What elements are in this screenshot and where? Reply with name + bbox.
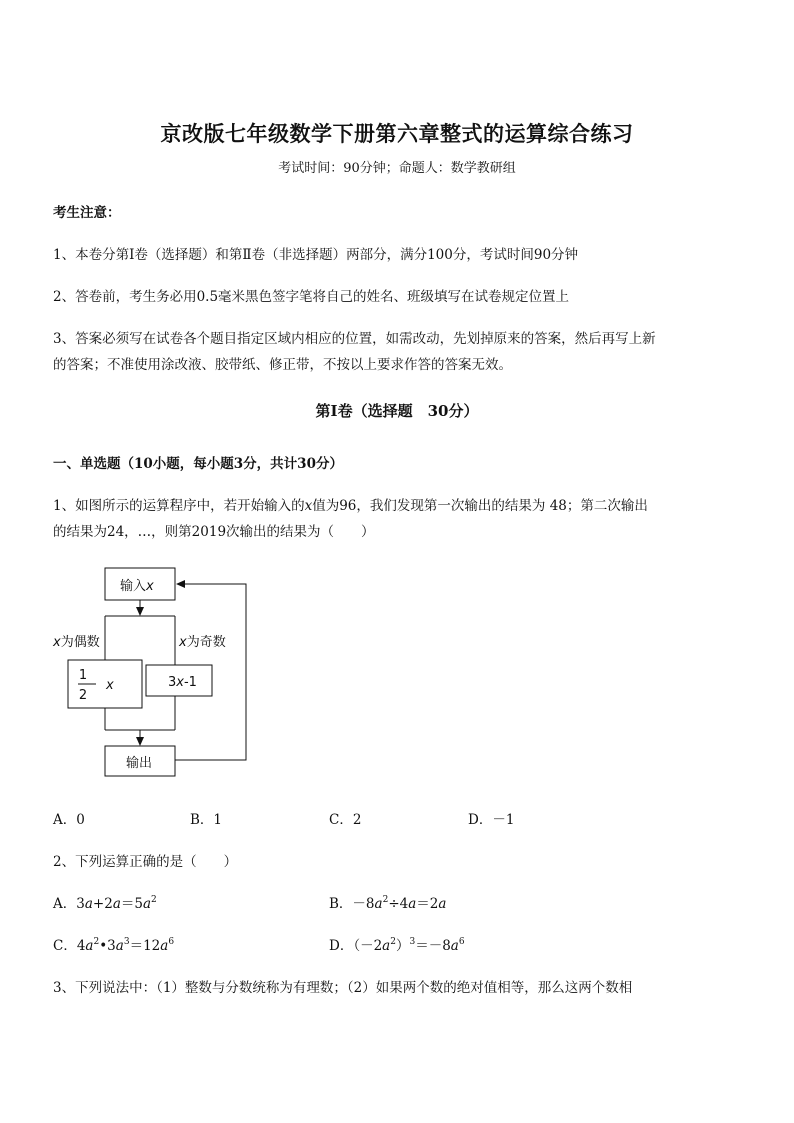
question-1-line-1: 1、如图所示的运算程序中，若开始输入的x值为96，我们发现第一次输出的结果为 48；第二次输出 [53, 498, 648, 514]
output-label: 输出 [126, 756, 153, 771]
q2-option-d[interactable]: D．$(-2a^2)^3=-8a^6$ [329, 937, 465, 954]
notice-heading: 考生注意： [53, 205, 121, 221]
page-title: 京改版七年级数学下册第六章整式的运算综合练习 [160, 121, 634, 146]
half-numerator: 1 [78, 668, 88, 683]
notice-item: 2、答卷前，考生务必用0.5毫米黑色签字笔将自己的姓名、班级填写在试卷规定位置上 [53, 289, 570, 305]
input-label: 输入x [120, 579, 154, 594]
triple-label: 3x-1 [168, 675, 197, 690]
option-a[interactable]: A．0 [53, 812, 85, 828]
question-3-stem: 3、下列说法中：（1）整数与分数统称为有理数；（2）如果两个数的绝对值相等，那么这两个数相 [53, 980, 633, 996]
notice-item: 1、本卷分第Ⅰ卷（选择题）和第Ⅱ卷（非选择题）两部分，满分100分，考试时间90分钟 [53, 247, 579, 263]
arrow-head [176, 580, 185, 588]
half-var: x [106, 678, 114, 693]
arrow-head [136, 737, 144, 746]
notice-item: 的答案；不准使用涂改液、胶带纸、修正带，不按以上要求作答的答案无效。 [53, 357, 512, 373]
option-d[interactable]: D．－1 [468, 812, 515, 828]
half-denominator: 2 [78, 688, 88, 703]
question-2-stem: 2、下列运算正确的是（ ） [53, 854, 238, 870]
odd-label: x为奇数 [179, 635, 226, 650]
section-heading: 一、单选题（10小题，每小题3分，共计30分） [53, 456, 343, 472]
option-c[interactable]: C．2 [329, 812, 362, 828]
exam-info: 考试时间：90分钟；命题人：数学教研组 [278, 161, 516, 176]
notice-item: 3、答案必须写在试卷各个题目指定区域内相应的位置，如需改动，先划掉原来的答案，然后再写上新 [53, 331, 656, 347]
even-label: x为偶数 [53, 635, 100, 650]
q2-option-a[interactable]: A．$3a+2a=5a^2$ [53, 895, 157, 912]
arrow-head [136, 607, 144, 616]
q2-option-b[interactable]: B．$-8a^2\div 4a=2a$ [329, 895, 447, 912]
part-title: 第Ⅰ卷（选择题 30分） [315, 402, 479, 420]
question-1-line-2: 的结果为24，…，则第2019次输出的结果为（ ） [53, 524, 375, 540]
q2-option-c[interactable]: C．$4a^2•3a^3=12a^6$ [53, 937, 175, 954]
option-b[interactable]: B．1 [190, 812, 223, 828]
loop-line [175, 584, 246, 760]
flowchart [48, 560, 258, 784]
